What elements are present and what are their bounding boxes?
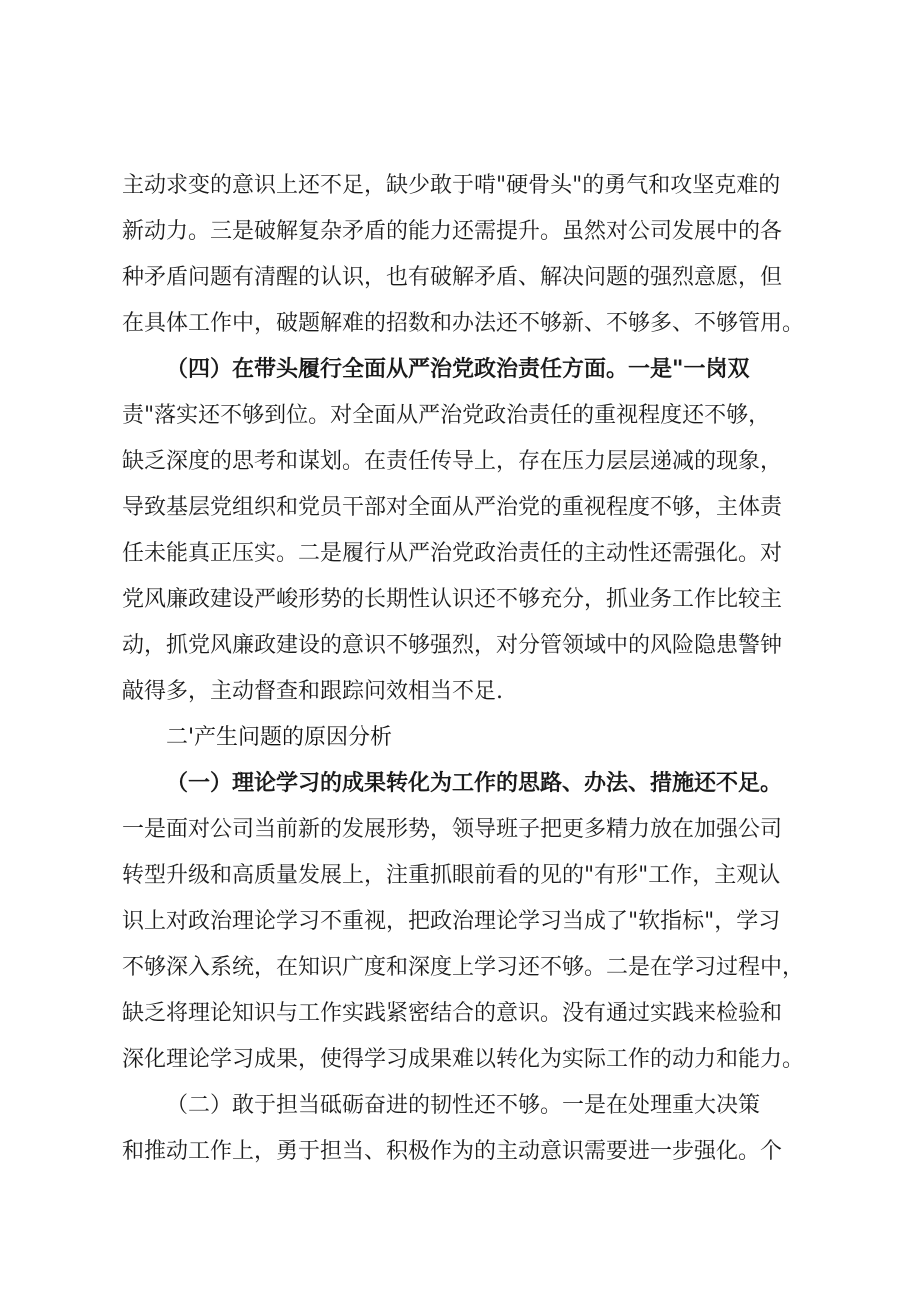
text-line [0,994,920,1034]
text-line [0,442,920,482]
text-line-content: 导致基层党组织和党员干部对全面从严治党的重视程度不够，主体责 [122,495,783,520]
text-line-content: 动，抓党风廉政建设的意识不够强烈，对分管领域中的风险隐患警钟 [122,633,783,658]
text-line-content: 任未能真正压实。二是履行从严治党政治责任的主动性还需强化。对 [122,541,783,566]
text-line [0,396,920,436]
text-line [0,1132,920,1172]
text-line [0,856,920,896]
text-line-content: 缺乏深度的思考和谋划。在责任传导上，存在压力层层递减的现象， [122,449,783,474]
text-line [0,580,920,620]
text-line [0,166,920,206]
text-line [0,488,920,528]
section-heading [0,764,920,804]
text-line-content: 和推动工作上，勇于担当、积极作为的主动意识需要进一步强化。个 [122,1139,783,1164]
text-line [0,258,920,298]
section-heading [0,350,920,390]
text-line [0,626,920,666]
section-heading-text: （二）敢于担当砥砺奋进的韧性还不够。一是在处理重大决策 [166,1093,761,1118]
text-line [0,212,920,252]
text-line-content: 责"落实还不够到位。对全面从严治党政治责任的重视程度还不够， [122,403,771,428]
section-heading [0,1086,920,1126]
text-line-content: 敲得多，主动督查和跟踪问效相当不足. [122,679,503,704]
text-line-content: 新动力。三是破解复杂矛盾的能力还需提升。虽然对公司发展中的各 [122,219,783,244]
text-line-content: 识上对政治理论学习不重视，把政治理论学习当成了"软指标"，学习 [122,909,781,934]
text-line [0,672,920,712]
text-line-content: 一是面对公司当前新的发展形势，领导班子把更多精力放在加强公司 [122,817,783,842]
text-line [0,1040,920,1080]
text-line [0,948,920,988]
section-heading-text: （四）在带头履行全面从严治党政治责任方面。一是"一岗双 [166,357,750,382]
text-line-content: 不够深入系统，在知识广度和深度上学习还不够。二是在学习过程中， [122,955,805,980]
text-line [0,304,920,344]
chapter-heading [0,718,920,758]
text-line-content: 在具体工作中，破题解难的招数和办法还不够新、不够多、不够管用。 [122,311,805,336]
text-line-content: 主动求变的意识上还不足，缺少敢于啃"硬骨头"的勇气和攻坚克难的 [122,173,781,198]
text-line-content: 种矛盾问题有清醒的认识，也有破解矛盾、解决问题的强烈意愿，但 [122,265,783,290]
text-line-content: 转型升级和高质量发展上，注重抓眼前看的见的"有形"工作，主观认 [122,863,781,888]
section-heading-text: （一）理论学习的成果转化为工作的思路、办法、措施还不足。 [166,771,783,796]
text-line [0,902,920,942]
text-line [0,534,920,574]
text-line-content: 缺乏将理论知识与工作实践紧密结合的意识。没有通过实践来检验和 [122,1001,783,1026]
text-line [0,810,920,850]
text-line-content: 党风廉政建设严峻形势的长期性认识还不够充分，抓业务工作比较主 [122,587,783,612]
text-line-content: 深化理论学习成果，使得学习成果难以转化为实际工作的动力和能力。 [122,1047,805,1072]
chapter-heading-text: 二'产生问题的原因分析 [166,725,393,750]
